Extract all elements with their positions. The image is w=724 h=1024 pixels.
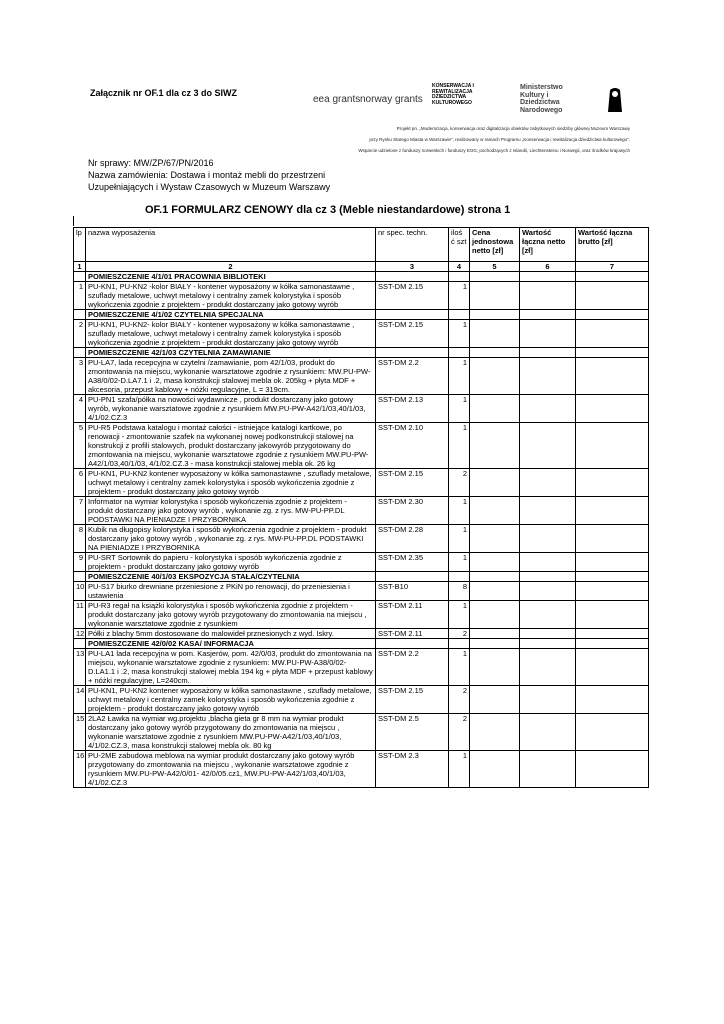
- order-meta: [88, 157, 330, 193]
- order-name-line-1: Nazwa zamówienia: Dostawa i montaż mebli do przestrzeni: [88, 170, 326, 180]
- table-row: [74, 320, 649, 348]
- cell-name: Informator na wymiar kolorystyka i sposób wykończenia zgodnie z projektem - produkt dostarczany jako gotowy wyrób , wykonanie zg. z rys. MW-PU-PP.DL PODSTAWKI NA PIENIADZE I PRZYBORNIKA: [86, 497, 376, 525]
- col-num: 2: [86, 262, 376, 272]
- cell-spec: SST-DM 2.11: [376, 629, 449, 639]
- cell-name: PU-2ME zabudowa meblowa na wymiar produkt dostarczany jako gotowy wyrób przygotowany do zmontowania na miejscu , wykonanie warsztatowe zgodnie z rysunkiem MW.PU-PW-A42/0/01- 42/0/05.cz1, MW.PU-PW-A42/1/03,40/1/03, 4/1/02.CZ.3: [86, 751, 376, 788]
- cell-name: 2LA2 Ławka na wymiar wg.projektu ,blacha gieta gr 8 mm na wymiar produkt dostarczany jako gotowy wyrób przygotowany do zmontowania na miejscu , wykonanie warsztatowe zgodnie z rysunkiem MW.PU-PW-A42/1/03,40/1/03, 4/1/02.CZ.3, masa konstrukcji stalowej mebla ok. 80 kg: [86, 714, 376, 751]
- cell-net[interactable]: [520, 497, 576, 525]
- room-empty-cell: [74, 572, 86, 582]
- table-row: [74, 649, 649, 686]
- case-number: Nr sprawy: MW/ZP/67/PN/2016: [88, 158, 214, 168]
- cell-name: PU-S17 biurko drewniane przeniesione z PKiN po renowacji, do przeniesienia i ustawienia: [86, 582, 376, 601]
- room-empty-cell: [449, 272, 470, 282]
- cell-net[interactable]: [520, 649, 576, 686]
- room-empty-cell: [470, 310, 520, 320]
- cell-price[interactable]: [470, 395, 520, 423]
- cell-price[interactable]: [470, 751, 520, 788]
- table-row: [74, 525, 649, 553]
- cell-spec: SST-DM 2.15: [376, 469, 449, 497]
- cell-gross[interactable]: [576, 686, 649, 714]
- cell-gross[interactable]: [576, 358, 649, 395]
- cell-name: PU-R3 regał na książki kolorystyka i sposób wykończenia zgodnie z projektem - produkt dostarczany jako gotowy wyrób przygotowany do zmontowania na miejscu , wykonanie warsztatowe zgodnie z rysunkiem: [86, 601, 376, 629]
- cell-lp: 13: [74, 649, 86, 686]
- room-header-row: [74, 310, 649, 320]
- cell-net[interactable]: [520, 320, 576, 348]
- page-title: OF.1 FORMULARZ CENOWY dla cz 3 (Meble niestandardowe) strona 1: [145, 204, 511, 216]
- cell-spec: SST-DM 2.2: [376, 649, 449, 686]
- room-empty-cell: [376, 572, 449, 582]
- room-empty-cell: [376, 310, 449, 320]
- cell-gross[interactable]: [576, 423, 649, 469]
- ministerstwo-logo: Ministerstwo Kultury i Dziedzictwa Narodowego: [520, 84, 563, 115]
- cell-qty: 1: [449, 601, 470, 629]
- cell-price[interactable]: [470, 582, 520, 601]
- cell-price[interactable]: [470, 649, 520, 686]
- cell-qty: 1: [449, 282, 470, 310]
- room-empty-cell: [449, 639, 470, 649]
- cell-spec: SST-DM 2.13: [376, 395, 449, 423]
- room-header-row: [74, 348, 649, 358]
- room-header-row: [74, 572, 649, 582]
- cell-lp: 15: [74, 714, 86, 751]
- cell-net[interactable]: [520, 358, 576, 395]
- cell-lp: 5: [74, 423, 86, 469]
- cell-net[interactable]: [520, 282, 576, 310]
- cell-gross[interactable]: [576, 601, 649, 629]
- project-note-3: Wsparcie udzielone z funduszy norweskich i funduszy EOG, pochodzących z Islandii, Liechtensteinu i Norwegii, oraz środków krajowych: [358, 148, 630, 153]
- cell-net[interactable]: [520, 469, 576, 497]
- cell-gross[interactable]: [576, 320, 649, 348]
- cell-net[interactable]: [520, 553, 576, 572]
- muzeum-warszawy-logo-icon: [600, 84, 630, 114]
- table-row: [74, 497, 649, 525]
- table-row: [74, 751, 649, 788]
- cell-gross[interactable]: [576, 395, 649, 423]
- room-name: POMIESZCZENIE 40/1/03 EKSPOZYCJA STAŁA/CZYTELNIA: [86, 572, 376, 582]
- attachment-label: Załącznik nr OF.1 dla cz 3 do SIWZ: [90, 88, 238, 98]
- cell-price[interactable]: [470, 320, 520, 348]
- margin-line: [73, 216, 74, 226]
- cell-price[interactable]: [470, 686, 520, 714]
- room-empty-cell: [520, 572, 576, 582]
- room-empty-cell: [576, 272, 649, 282]
- cell-name: PU-LA1 lada recepcyjna w pom. Kasjerów, pom. 42/0/03, produkt do zmontowania na miejscu, wykonanie warsztatowe zgodnie z rysunkiem: MW.PU-PW-A38/0/02-D.LA1.1 i .2, masa konstrukcji stalowej mebla 194 kg + płyta MDF + przepust kablowy + nóżki regulacyjne, L=240cm.: [86, 649, 376, 686]
- table-row: [74, 469, 649, 497]
- header-lp: lp: [74, 228, 86, 262]
- cell-price[interactable]: [470, 469, 520, 497]
- cell-qty: 1: [449, 649, 470, 686]
- cell-gross[interactable]: [576, 751, 649, 788]
- cell-spec: SST-DM 2.10: [376, 423, 449, 469]
- cell-net[interactable]: [520, 395, 576, 423]
- cell-lp: 11: [74, 601, 86, 629]
- table-row: [74, 358, 649, 395]
- col-num: 1: [74, 262, 86, 272]
- room-empty-cell: [74, 272, 86, 282]
- room-empty-cell: [74, 639, 86, 649]
- cell-lp: 9: [74, 553, 86, 572]
- cell-gross[interactable]: [576, 282, 649, 310]
- room-empty-cell: [576, 348, 649, 358]
- col-num: 5: [470, 262, 520, 272]
- cell-spec: SST-DM 2.15: [376, 686, 449, 714]
- cell-qty: 2: [449, 629, 470, 639]
- cell-price[interactable]: [470, 497, 520, 525]
- room-name: POMIESZCZENIE 42/1/03 CZYTELNIA ZAMAWIANIE: [86, 348, 376, 358]
- cell-lp: 4: [74, 395, 86, 423]
- cell-price[interactable]: [470, 553, 520, 572]
- eea-grants-logo: eea grants: [313, 94, 361, 105]
- cell-spec: SST-DM 2.11: [376, 601, 449, 629]
- cell-price[interactable]: [470, 714, 520, 751]
- cell-gross[interactable]: [576, 649, 649, 686]
- room-empty-cell: [470, 348, 520, 358]
- cell-spec: SST-DM 2.28: [376, 525, 449, 553]
- cell-lp: 2: [74, 320, 86, 348]
- table-row: [74, 395, 649, 423]
- cell-name: PU-SRT Sortownik do papieru - kolorystyka i sposób wykończenia zgodnie z projektem - produkt dostarczany jako gotowy wyrób: [86, 553, 376, 572]
- cell-name: PU-KN1, PU-KN2 -kolor BIAŁY - kontener wyposażony w kółka samonastawne , szuflady metalowe, uchwyt metalowy i centralny zamek kolorystyka i sposób wykończenia zgodnie z projektem - produkt dostarczany jako gotowy wyrób: [86, 282, 376, 310]
- cell-qty: 1: [449, 423, 470, 469]
- cell-gross[interactable]: [576, 553, 649, 572]
- cell-qty: 1: [449, 358, 470, 395]
- norway-grants-logo: norway grants: [360, 94, 423, 105]
- cell-price[interactable]: [470, 525, 520, 553]
- room-empty-cell: [470, 572, 520, 582]
- cell-spec: SST-DM 2.35: [376, 553, 449, 572]
- cell-qty: 8: [449, 582, 470, 601]
- header-qty: iloś ć szt: [449, 228, 470, 262]
- cell-spec: SST-DM 2.5: [376, 714, 449, 751]
- cell-gross[interactable]: [576, 582, 649, 601]
- header-spec: nr spec. techn.: [376, 228, 449, 262]
- header-name: nazwa wyposażenia: [86, 228, 376, 262]
- cell-gross[interactable]: [576, 497, 649, 525]
- cell-qty: 1: [449, 525, 470, 553]
- table-row: [74, 282, 649, 310]
- table-row: [74, 553, 649, 572]
- room-empty-cell: [470, 272, 520, 282]
- cell-qty: 1: [449, 553, 470, 572]
- table-row: [74, 686, 649, 714]
- room-empty-cell: [470, 639, 520, 649]
- cell-net[interactable]: [520, 714, 576, 751]
- cell-price[interactable]: [470, 282, 520, 310]
- cell-price[interactable]: [470, 423, 520, 469]
- cell-gross[interactable]: [576, 525, 649, 553]
- cell-lp: 16: [74, 751, 86, 788]
- cell-name: PU-KN1, PU-KN2 kontener wyposażony w kółka samonastawne , szuflady metalowe, uchwyt metalowy i centralny zamek kolorystyka i sposób wykończenia zgodnie z projektem - produkt dostarczany jako gotowy wyrób: [86, 469, 376, 497]
- room-empty-cell: [520, 272, 576, 282]
- room-empty-cell: [376, 348, 449, 358]
- table-row: [74, 714, 649, 751]
- room-name: POMIESZCZENIE 4/1/01 PRACOWNIA BIBLIOTEKI: [86, 272, 376, 282]
- room-empty-cell: [576, 639, 649, 649]
- cell-lp: 7: [74, 497, 86, 525]
- cell-net[interactable]: [520, 751, 576, 788]
- room-empty-cell: [74, 348, 86, 358]
- cell-net[interactable]: [520, 686, 576, 714]
- cell-net[interactable]: [520, 601, 576, 629]
- cell-gross[interactable]: [576, 469, 649, 497]
- room-empty-cell: [449, 572, 470, 582]
- cell-qty: 2: [449, 686, 470, 714]
- cell-gross[interactable]: [576, 629, 649, 639]
- col-num: 4: [449, 262, 470, 272]
- header-price: Cena jednostowa netto [zł]: [470, 228, 520, 262]
- col-num: 7: [576, 262, 649, 272]
- table-row: [74, 629, 649, 639]
- room-header-row: [74, 272, 649, 282]
- konserwacja-logo: KONSERWACJA I REWITALIZACJA DZIEDZICTWA KULTUROWEGO: [432, 83, 474, 106]
- cell-price[interactable]: [470, 629, 520, 639]
- cell-qty: 2: [449, 469, 470, 497]
- cell-spec: SST-DM 2.15: [376, 320, 449, 348]
- project-note-1: Projekt pn. „Modernizacja, konserwacja oraz digitalizacja obiektów zabytkowych siedziby głównej Muzeum Warszawy: [396, 126, 630, 131]
- room-empty-cell: [74, 310, 86, 320]
- cell-spec: SST-DM 2.30: [376, 497, 449, 525]
- cell-net[interactable]: [520, 525, 576, 553]
- order-name-line-2: Uzupełniających i Wystaw Czasowych w Muzeum Warszawy: [88, 182, 331, 192]
- cell-lp: 10: [74, 582, 86, 601]
- cell-qty: 1: [449, 497, 470, 525]
- cell-name: PU-KN1, PU-KN2 kontener wyposażony w kółka samonastawne , szuflady metalowe, uchwyt metalowy i centralny zamek kolorystyka i sposób wykończenia zgodnie z projektem - produkt dostarczany jako gotowy wyrób: [86, 686, 376, 714]
- cell-name: Kubik na długopisy kolorystyka i sposób wykończenia zgodnie z projektem - produkt dostarczany jako gotowy wyrób , wykonanie zg. z rys. MW-PU-PP.DL PODSTAWKI NA PIENIADZE I PRZYBORNIKA: [86, 525, 376, 553]
- room-empty-cell: [376, 639, 449, 649]
- room-empty-cell: [520, 310, 576, 320]
- room-empty-cell: [576, 572, 649, 582]
- cell-lp: 3: [74, 358, 86, 395]
- room-header-row: [74, 639, 649, 649]
- cell-price[interactable]: [470, 601, 520, 629]
- project-note-2: przy Rynku Starego Miasta w Warszawie", realizowany w ramach Programu „Konserwacja i rewitalizacja dziedzictwa kulturowego".: [369, 137, 630, 142]
- header-gross: Wartość łączna brutto [zł]: [576, 228, 649, 262]
- cell-qty: 1: [449, 751, 470, 788]
- logo-strip: [310, 80, 640, 125]
- cell-name: PU-R5 Podstawa katalogu i montaż całości - istniejące katalogi kartkowe, po renowacji - zmontowanie szafek na wykonanej nowej podkonstrukcji stalowej na konstrukcji z profili stalowych, produkt dostarczany jakowyrób przygotowany do zmontowania na miejscu, wykonanie warsztatowe zgodnie z rysunkiem MW.PU-PW-A42/1/03,40/1/03, 4/1/02.CZ.3 - masa konstrukcji stalowej mebla ok. 26 kg: [86, 423, 376, 469]
- room-empty-cell: [520, 639, 576, 649]
- cell-lp: 6: [74, 469, 86, 497]
- cell-net[interactable]: [520, 582, 576, 601]
- cell-lp: 14: [74, 686, 86, 714]
- cell-spec: SST-B10: [376, 582, 449, 601]
- table-header-row: [74, 228, 649, 262]
- room-empty-cell: [449, 310, 470, 320]
- table-row: [74, 423, 649, 469]
- cell-lp: 8: [74, 525, 86, 553]
- cell-qty: 1: [449, 395, 470, 423]
- cell-gross[interactable]: [576, 714, 649, 751]
- cell-spec: SST-DM 2.2: [376, 358, 449, 395]
- header-net: Wartość łączna netto [zł]: [520, 228, 576, 262]
- cell-lp: 1: [74, 282, 86, 310]
- cell-qty: 2: [449, 714, 470, 751]
- room-empty-cell: [449, 348, 470, 358]
- cell-name: PU-KN1, PU-KN2- kolor BIAŁY - kontener wyposażony w kółka samonastawne , szuflady metalowe, uchwyt metalowy i centralny zamek kolorystyka i sposób wykończenia zgodnie z projektem - produkt dostarczany jako gotowy wyrób: [86, 320, 376, 348]
- cell-net[interactable]: [520, 629, 576, 639]
- cell-net[interactable]: [520, 423, 576, 469]
- table-row: [74, 582, 649, 601]
- cell-spec: SST-DM 2.3: [376, 751, 449, 788]
- col-num: 6: [520, 262, 576, 272]
- cell-spec: SST-DM 2.15: [376, 282, 449, 310]
- room-empty-cell: [520, 348, 576, 358]
- cell-name: Półki z blachy 5mm dostosowane do malowideł prznesionych z wyd. Iskry.: [86, 629, 376, 639]
- room-empty-cell: [376, 272, 449, 282]
- cell-price[interactable]: [470, 358, 520, 395]
- cell-qty: 1: [449, 320, 470, 348]
- room-name: POMIESZCZENIE 42/0/02 KASA/ INFORMACJA: [86, 639, 376, 649]
- cell-name: PU-PN1 szafa/półka na nowości wydawnicze , produkt dostarczany jako gotowy wyrób, wykonanie warsztatowe zgodnie z rysunkiem MW.PU-PW-A42/1/03,40/1/03, 4/1/02.CZ.3: [86, 395, 376, 423]
- room-empty-cell: [576, 310, 649, 320]
- table-row: [74, 601, 649, 629]
- cell-lp: 12: [74, 629, 86, 639]
- room-name: POMIESZCZENIE 4/1/02 CZYTELNIA SPECJALNA: [86, 310, 376, 320]
- cell-name: PU-LA7, lada recepcyjna w czytelni /zamawianie, pom 42/1/03, produkt do zmontowania na miejscu, wykonanie warsztatowe zgodnie z rysunkiem: MW.PU-PW-A38/0/02-D.LA7.1 i .2, masa konstrukcji stalowej mebla ok. 205kg + płyta MDF + akcesoria, przepust kablowy + nóżki regulacyjne, L = 319cm.: [86, 358, 376, 395]
- price-table: [73, 227, 649, 788]
- column-number-row: [74, 262, 649, 272]
- col-num: 3: [376, 262, 449, 272]
